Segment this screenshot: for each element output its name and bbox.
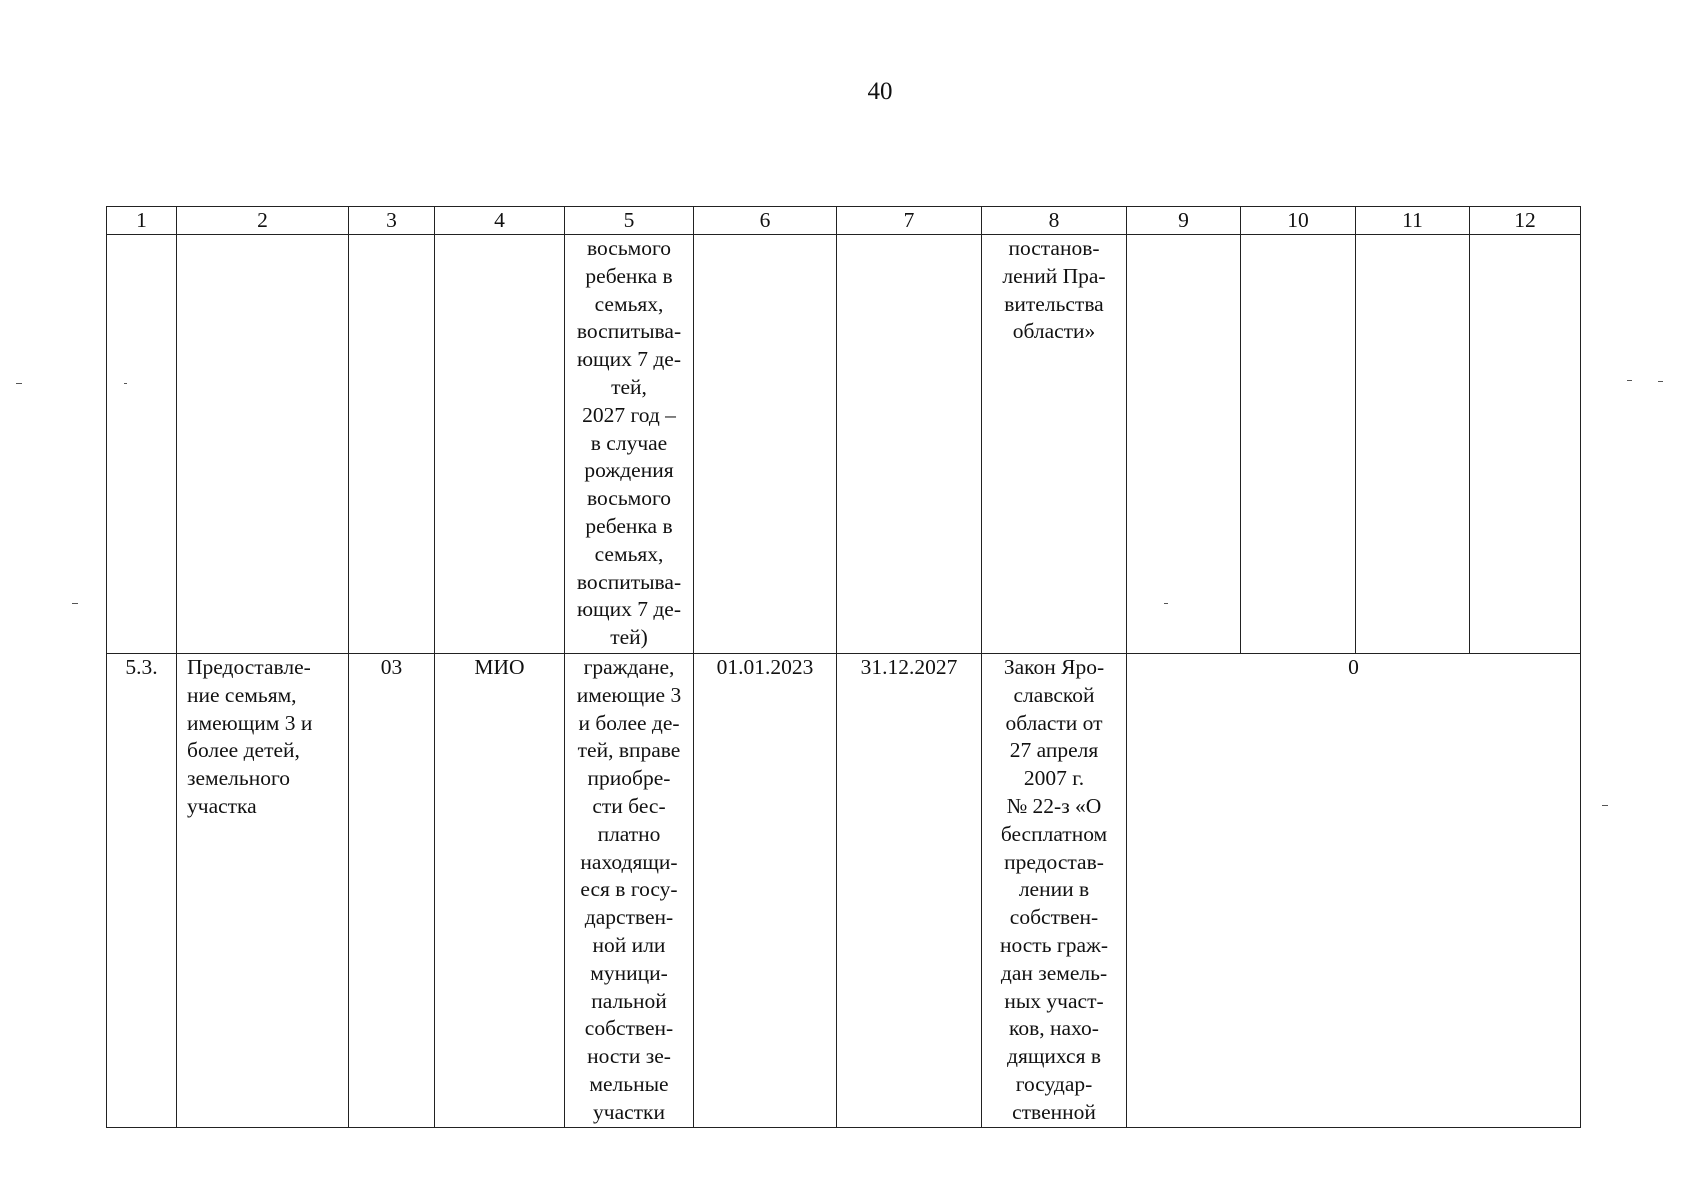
cell-legal-basis: Закон Яро- славской области от 27 апреля 2007 г. № 22-з «О бесплатном предостав- лении в собствен- ность граж- дан земель- ных участ- ков, нахо- дящихся в государ- ственной — [982, 654, 1127, 1128]
header-cell: 12 — [1470, 207, 1581, 235]
cell-start-date — [694, 235, 837, 654]
table-row-continuation — [107, 235, 1581, 654]
data-table — [106, 206, 1581, 1128]
cell-merged-value: 0 — [1127, 654, 1581, 1128]
cell-end-date — [837, 235, 982, 654]
cell-name: Предоставле- ние семьям, имеющим 3 и более детей, земельного участка — [177, 654, 349, 1128]
header-cell: 5 — [565, 207, 694, 235]
header-cell: 2 — [177, 207, 349, 235]
cell-number — [107, 235, 177, 654]
scan-speck — [1658, 381, 1663, 382]
cell-name — [177, 235, 349, 654]
scan-speck — [16, 383, 22, 384]
header-cell: 9 — [1127, 207, 1241, 235]
cell-col9 — [1127, 235, 1241, 654]
cell-end-date: 31.12.2027 — [837, 654, 982, 1128]
header-cell: 8 — [982, 207, 1127, 235]
cell-number: 5.3. — [107, 654, 177, 1128]
header-cell: 1 — [107, 207, 177, 235]
header-cell: 6 — [694, 207, 837, 235]
header-cell: 11 — [1356, 207, 1470, 235]
cell-recipients: восьмого ребенка в семьях, воспитыва- ющих 7 де- тей, 2027 год – в случае рождения восьмого ребенка в семьях, воспитыва- ющих 7 де- тей) — [565, 235, 694, 654]
scan-speck — [72, 603, 78, 604]
cell-code — [349, 235, 435, 654]
header-cell: 7 — [837, 207, 982, 235]
header-cell: 10 — [1241, 207, 1356, 235]
page-number: 40 — [867, 78, 893, 105]
cell-legal-basis: постанов- лений Пра- вительства области» — [982, 235, 1127, 654]
cell-start-date: 01.01.2023 — [694, 654, 837, 1128]
scan-speck — [1627, 380, 1632, 381]
table-row-5-3 — [107, 654, 1581, 1128]
cell-col10 — [1241, 235, 1356, 654]
scan-speck — [1602, 805, 1608, 806]
cell-responsible — [435, 235, 565, 654]
cell-recipients: граждане, имеющие 3 и более де- тей, вправе приобре- сти бес- платно находящи- еся в госу- дарствен- ной или муници- пальной собствен- ности зе- мельные участки — [565, 654, 694, 1128]
header-cell: 4 — [435, 207, 565, 235]
header-row — [107, 207, 1581, 235]
cell-code: 03 — [349, 654, 435, 1128]
scan-speck — [1164, 603, 1168, 604]
cell-col12 — [1470, 235, 1581, 654]
cell-responsible: МИО — [435, 654, 565, 1128]
scan-speck — [124, 383, 127, 384]
header-cell: 3 — [349, 207, 435, 235]
cell-col11 — [1356, 235, 1470, 654]
